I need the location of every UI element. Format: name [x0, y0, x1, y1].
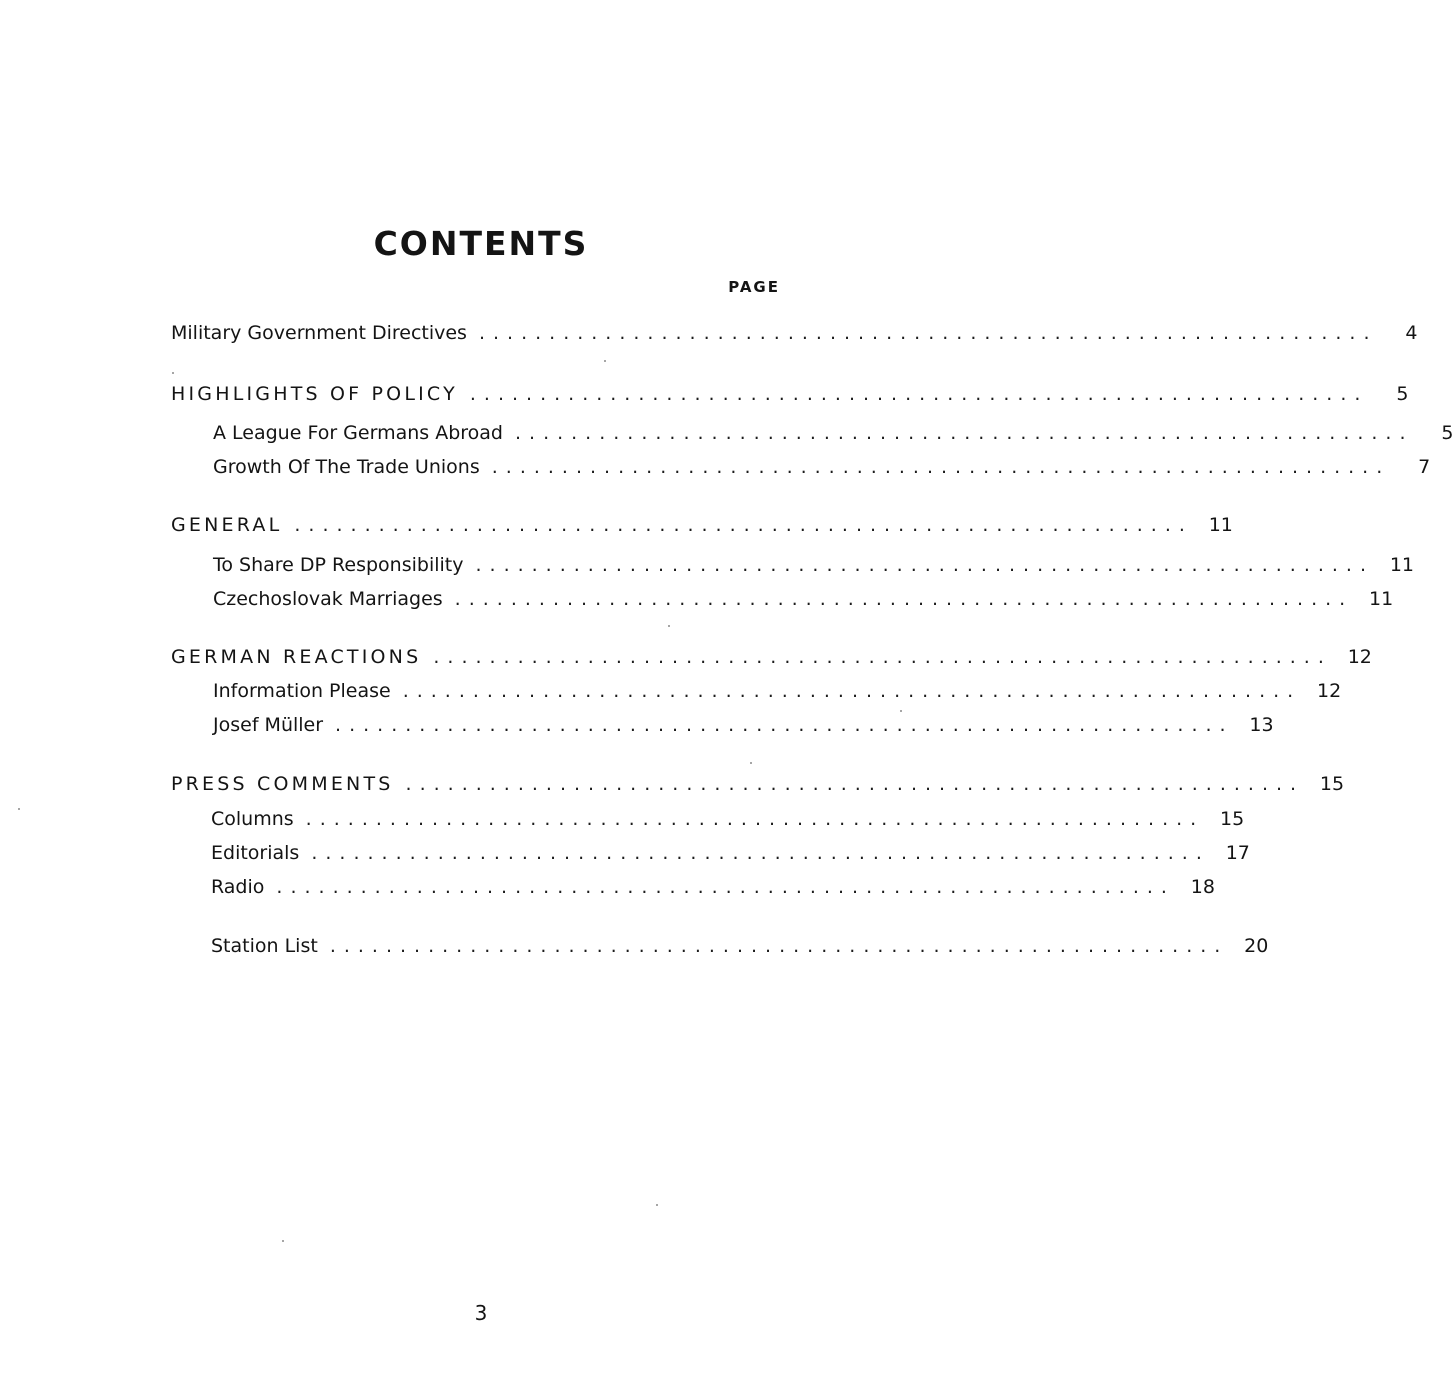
dot-leader: ................................................................	[402, 680, 1302, 702]
toc-entry	[211, 872, 1215, 902]
toc-entry-page: 18	[1190, 876, 1215, 898]
toc-entry-title: Information Please	[213, 680, 391, 702]
scan-speck	[282, 1240, 284, 1242]
dot-leader: ................................................................	[454, 588, 1354, 610]
dot-leader: ................................................................	[491, 456, 1391, 478]
toc-entry-page: 17	[1225, 842, 1250, 864]
toc-entry-page: 15	[1220, 808, 1245, 830]
toc-section-page: 5	[1396, 383, 1409, 405]
toc-section-title: HIGHLIGHTS OF POLICY	[171, 383, 458, 405]
dot-leader: ................................................................	[478, 322, 1378, 344]
toc-section-title: GERMAN REACTIONS	[171, 646, 422, 668]
toc-entry-page: 11	[1389, 554, 1415, 576]
toc-entry	[213, 710, 1274, 740]
toc-entry-page: 4	[1405, 322, 1418, 344]
toc-entry-title: Station List	[211, 935, 318, 957]
scan-speck	[604, 360, 606, 362]
toc-entry-title: Military Government Directives	[171, 322, 467, 344]
toc-section-page: 11	[1208, 514, 1233, 536]
toc-entry-page: 12	[1317, 680, 1342, 702]
toc-entry	[211, 931, 1269, 961]
dot-leader: ................................................................	[329, 935, 1229, 957]
toc-entry	[213, 550, 1415, 580]
toc-entry	[213, 418, 1454, 448]
toc-section-page: 12	[1347, 646, 1372, 668]
dot-leader: ................................................................	[311, 842, 1210, 864]
toc-entry-page: 11	[1369, 588, 1394, 610]
toc-section	[171, 769, 1345, 799]
toc-entry-title: Growth Of The Trade Unions	[213, 456, 480, 478]
contents-title: CONTENTS	[373, 224, 589, 263]
toc-section-title: GENERAL	[171, 514, 283, 536]
toc-entry-title: Czechoslovak Marriages	[213, 588, 443, 610]
scan-speck	[900, 710, 902, 712]
page-column-label: PAGE	[728, 278, 780, 296]
dot-leader: ................................................................	[514, 422, 1414, 444]
toc-section-page: 15	[1319, 773, 1345, 795]
dot-leader: ................................................................	[469, 383, 1369, 405]
toc-entry-title: Columns	[211, 808, 294, 830]
toc-entry	[211, 804, 1245, 834]
toc-entry-page: 7	[1418, 456, 1431, 478]
toc-entry-page: 13	[1249, 714, 1274, 736]
toc-entry	[213, 676, 1342, 706]
scan-speck	[668, 625, 670, 627]
toc-entry-title: Editorials	[211, 842, 300, 864]
dot-leader: ................................................................	[335, 714, 1234, 736]
toc-entry-title: Josef Müller	[213, 714, 324, 736]
toc-entry	[171, 318, 1418, 348]
scan-speck	[656, 1204, 658, 1206]
page-number: 3	[474, 1301, 488, 1325]
dot-leader: ................................................................	[405, 773, 1305, 795]
dot-leader: ................................................................	[276, 876, 1175, 898]
dot-leader: ................................................................	[294, 514, 1193, 536]
toc-entry-title: Radio	[211, 876, 265, 898]
dot-leader: ................................................................	[305, 808, 1205, 830]
toc-section	[171, 510, 1233, 540]
scan-speck	[172, 372, 174, 374]
scan-speck	[18, 808, 20, 810]
toc-entry-title: To Share DP Responsibility	[213, 554, 464, 576]
toc-entry-title: A League For Germans Abroad	[213, 422, 503, 444]
dot-leader: ................................................................	[475, 554, 1375, 576]
scan-speck	[750, 762, 752, 764]
toc-entry-page: 20	[1244, 935, 1269, 957]
toc-entry-page: 5	[1441, 422, 1454, 444]
toc-entry	[211, 838, 1250, 868]
toc-section	[171, 642, 1372, 672]
toc-section-title: PRESS COMMENTS	[171, 773, 394, 795]
toc-section	[171, 379, 1409, 409]
toc-entry	[213, 452, 1431, 482]
dot-leader: ................................................................	[433, 646, 1332, 668]
toc-entry	[213, 584, 1394, 614]
